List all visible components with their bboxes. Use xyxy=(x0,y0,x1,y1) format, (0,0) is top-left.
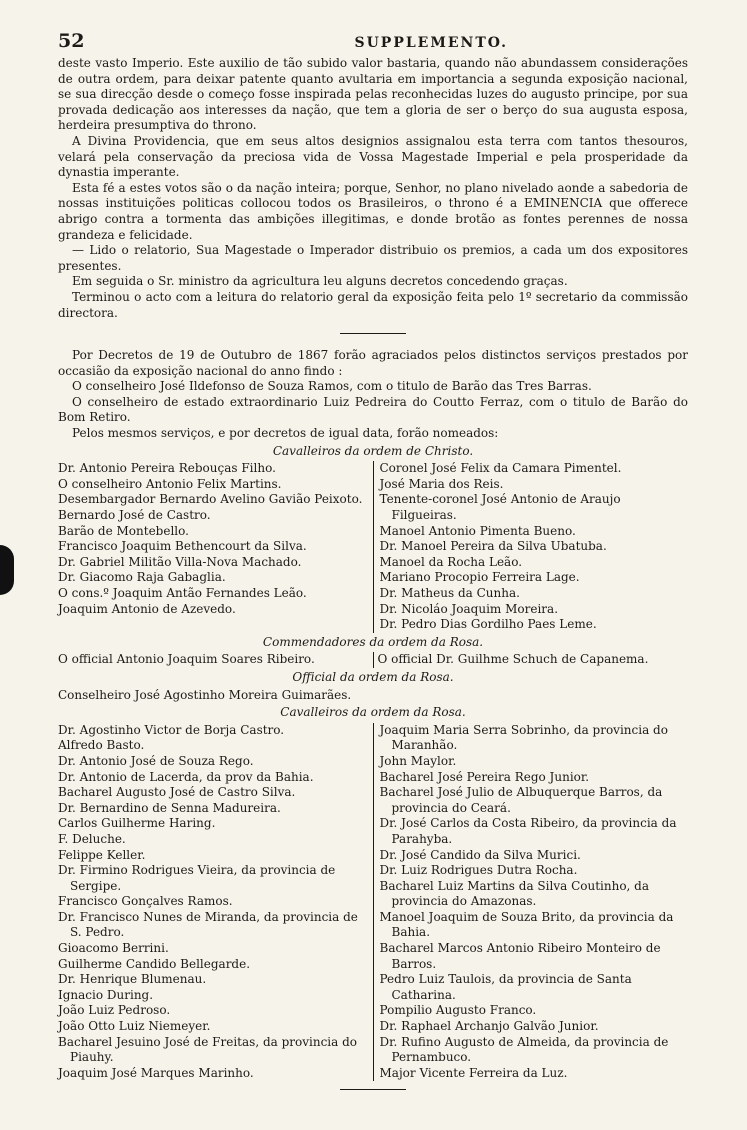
christo-right-column xyxy=(373,461,689,633)
honoree-entry: Dr. Matheus da Cunha. xyxy=(379,586,520,600)
honoree-entry: Dr. Pedro Dias Gordilho Paes Leme. xyxy=(379,617,597,632)
honoree-entry: João Otto Luiz Niemeyer. xyxy=(58,1019,211,1034)
honoree-entry: Bernardo José de Castro. xyxy=(58,508,211,523)
honoree-entry: Francisco Joaquim Bethencourt da Silva. xyxy=(58,539,307,554)
commendadores-row xyxy=(58,652,688,668)
honoree-entry: Dr. Rufino Augusto de Almeida, da provincia de Pernambuco. xyxy=(379,1034,669,1065)
page-number: 52 xyxy=(58,30,85,52)
honoree-entry: Dr. Antonio de Lacerda, da prov da Bahia. xyxy=(58,769,314,784)
rosa-list xyxy=(58,723,688,1082)
honoree-entry: Gioacomo Berrini. xyxy=(58,941,169,956)
decree-paragraph: Por Decretos de 19 de Outubro de 1867 forão agraciados pelos distinctos serviços prestados por occasião da exposição nacional do anno findo : xyxy=(58,348,688,378)
intro-paragraph: — Lido o relatorio, Sua Magestade o Imperador distribuio os premios, a cada um dos expositores presentes. xyxy=(58,243,688,273)
intro-paragraph: Esta fé a estes votos são o da nação inteira; porque, Senhor, no plano nivelado aonde a sabedoria de nossas instituições politicas collocou todos os Brasileiros, o throno é a EMINENCIA que offerece abrigo contra a tormenta das ambições illegitimas, e donde brotão as fontes perennes de nossa grandeza e felicidade. xyxy=(58,180,688,242)
honoree-entry: Joaquim Maria Serra Sobrinho, da provincia do Maranhão. xyxy=(379,722,668,753)
honoree-entry: Barão de Montebello. xyxy=(58,523,189,538)
honoree-entry: Dr. Gabriel Militão Villa-Nova Machado. xyxy=(58,554,302,569)
honoree-entry: Dr. Antonio José de Souza Rego. xyxy=(58,753,254,768)
honoree-entry: Pedro Luiz Taulois, da provincia de Santa Catharina. xyxy=(379,972,632,1002)
honoree-entry: Guilherme Candido Bellegarde. xyxy=(58,956,251,971)
honoree-entry: Dr. Manoel Pereira da Silva Ubatuba. xyxy=(379,539,607,554)
honoree-entry: Mariano Procopio Ferreira Lage. xyxy=(379,570,580,585)
honoree-entry: Bacharel Augusto José de Castro Silva. xyxy=(58,785,296,800)
honoree-entry: Desembargador Bernardo Avelino Gavião Peixoto. xyxy=(58,492,363,507)
christo-heading: Cavalleiros da ordem de Christo. xyxy=(272,443,474,458)
page-header xyxy=(58,30,688,56)
intro-paragraph: A Divina Providencia, que em seus altos designios assignalou esta terra com tantos thesouros, velará pela conservação da preciosa vida de Vossa Magestade Imperial e pela prosperidade da dynastia imperante. xyxy=(58,133,688,180)
honoree-entry: José Maria dos Reis. xyxy=(379,476,504,491)
honoree-entry: Francisco Gonçalves Ramos. xyxy=(58,894,233,909)
end-divider xyxy=(340,1089,406,1090)
running-title: SUPPLEMENTO. xyxy=(354,35,508,51)
honoree-entry: Felippe Keller. xyxy=(58,847,146,862)
honoree-entry: Joaquim Antonio de Azevedo. xyxy=(58,601,236,616)
honoree-entry: Joaquim José Marques Marinho. xyxy=(58,1065,254,1080)
honoree-entry: Alfredo Basto. xyxy=(58,738,145,753)
honoree-entry: Tenente-coronel José Antonio de Araujo Filgueiras. xyxy=(379,492,621,523)
honoree-entry: O conselheiro Antonio Felix Martins. xyxy=(58,476,282,491)
commendadores-heading: Commendadores da ordem da Rosa. xyxy=(262,634,484,649)
rosa-right-column xyxy=(373,723,689,1082)
decree-paragraph: O conselheiro José Ildefonso de Souza Ramos, com o titulo de Barão das Tres Barras. xyxy=(72,379,592,394)
honoree-entry: Manoel Antonio Pimenta Bueno. xyxy=(379,523,576,538)
honoree-entry: Dr. Antonio Pereira Rebouças Filho. xyxy=(58,461,276,476)
honoree-entry: Manoel da Rocha Leão. xyxy=(379,554,523,569)
honoree-entry: Dr. Giacomo Raja Gabaglia. xyxy=(58,570,226,585)
honoree-entry: Bacharel José Pereira Rego Junior. xyxy=(379,769,590,784)
honoree-entry: John Maylor. xyxy=(379,753,457,768)
honoree-entry: Dr. Luiz Rodrigues Dutra Rocha. xyxy=(379,863,578,878)
honoree-entry: Dr. Francisco Nunes de Miranda, da provincia de S. Pedro. xyxy=(58,909,358,940)
christo-left-column xyxy=(58,461,373,633)
honoree-entry: Dr. Bernardino de Senna Madureira. xyxy=(58,800,281,815)
christo-list xyxy=(58,461,688,633)
honoree-entry: Dr. José Carlos da Costa Ribeiro, da provincia da Parahyba. xyxy=(379,816,677,846)
decree-paragraph: O conselheiro de estado extraordinario Luiz Pedreira do Coutto Ferraz, com o titulo de Barão do Bom Retiro. xyxy=(58,394,688,425)
honoree-entry: Bacharel Luiz Martins da Silva Coutinho, da provincia do Amazonas. xyxy=(379,878,650,909)
honoree-entry: Ignacio During. xyxy=(58,987,154,1002)
honoree-entry: Carlos Guilherme Haring. xyxy=(58,816,216,831)
honoree-entry: Dr. Nicoláo Joaquim Moreira. xyxy=(379,601,559,616)
honoree-entry: O cons.º Joaquim Antão Fernandes Leão. xyxy=(58,586,307,600)
honoree-entry: Bacharel Marcos Antonio Ribeiro Monteiro de Barros. xyxy=(379,941,661,971)
honoree-entry: Major Vicente Ferreira da Luz. xyxy=(379,1065,568,1080)
honoree-entry: Dr. Raphael Archanjo Galvão Junior. xyxy=(379,1019,599,1034)
section-divider xyxy=(340,333,406,334)
honoree-entry: João Luiz Pedroso. xyxy=(58,1003,171,1018)
honoree-entry: Dr. Agostinho Victor de Borja Castro. xyxy=(58,722,285,737)
honoree-entry: Dr. Henrique Blumenau. xyxy=(58,972,207,987)
commendador-right: O official Dr. Guilhme Schuch de Capanema. xyxy=(377,652,649,667)
honoree-entry: Coronel José Felix da Camara Pimentel. xyxy=(379,461,622,476)
intro-paragraph: Terminou o acto com a leitura do relatorio geral da exposição feita pelo 1º secretario da commissão directora. xyxy=(58,289,688,320)
honoree-entry: Pompilio Augusto Franco. xyxy=(379,1003,537,1018)
rosa-left-column xyxy=(58,723,373,1082)
newspaper-page xyxy=(58,30,688,1090)
honoree-entry: Manoel Joaquim de Souza Brito, da provincia da Bahia. xyxy=(379,909,674,940)
honoree-entry: Bacharel Jesuino José de Freitas, da provincia do Piauhy. xyxy=(58,1034,358,1065)
honoree-entry: Dr. José Candido da Silva Murici. xyxy=(379,847,581,862)
column-separator xyxy=(373,652,374,668)
binding-hole-mark xyxy=(0,545,14,595)
official-name: Conselheiro José Agostinho Moreira Guimarães. xyxy=(58,687,352,702)
rosa-heading: Cavalleiros da ordem da Rosa. xyxy=(280,705,466,720)
honoree-entry: F. Deluche. xyxy=(58,831,126,846)
intro-paragraph: deste vasto Imperio. Este auxilio de tão subido valor bastaria, quando não abundassem considerações de outra ordem, para deixar patente quanto avultaria em importancia a segunda exposição nacional, se sua direcção desde o começo fosse inspirada pelas reconhecidas luzes do augusto principe, por sua provada dedicação aos interesses da nação, que tem a gloria de ser o berço do sua augusta esposa, herdeira presumptiva do throno. xyxy=(58,56,688,133)
honoree-entry: Dr. Firmino Rodrigues Vieira, da provincia de Sergipe. xyxy=(58,863,336,893)
decree-paragraph: Pelos mesmos serviços, e por decretos de igual data, forão nomeados: xyxy=(72,426,499,441)
commendador-left: O official Antonio Joaquim Soares Ribeiro. xyxy=(58,652,315,667)
official-heading: Official da ordem da Rosa. xyxy=(292,669,454,684)
intro-paragraph: Em seguida o Sr. ministro da agricultura leu alguns decretos concedendo graças. xyxy=(72,274,568,289)
honoree-entry: Bacharel José Julio de Albuquerque Barros, da provincia do Ceará. xyxy=(379,785,663,815)
